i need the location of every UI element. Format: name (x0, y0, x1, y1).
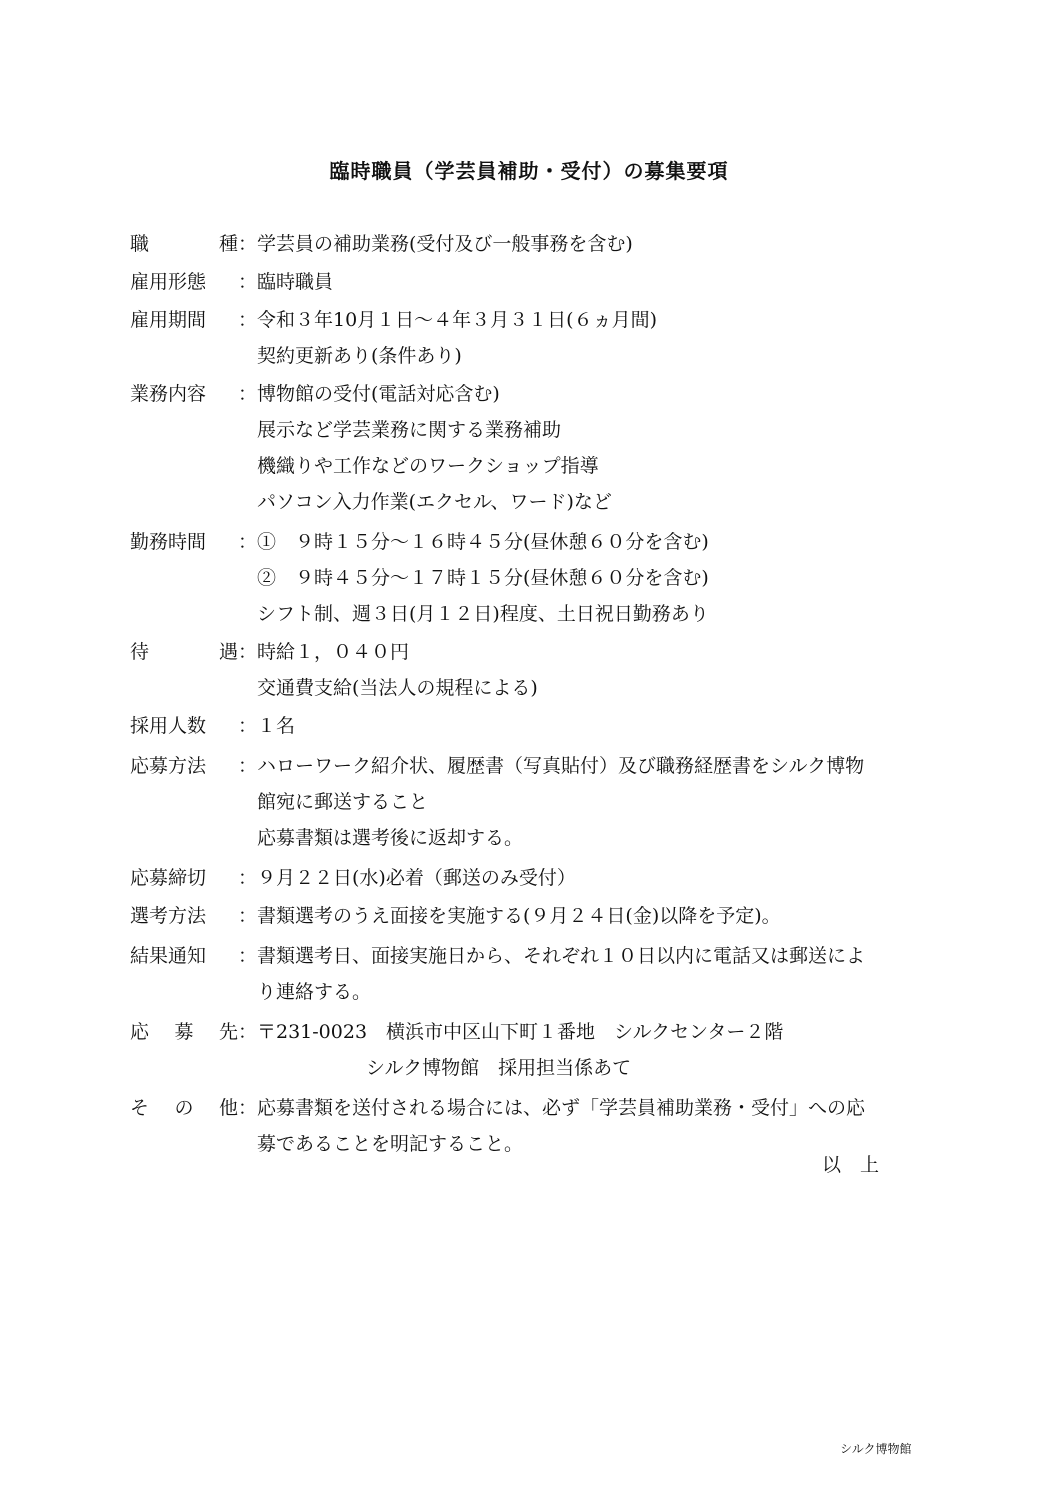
requirement-label (130, 748, 238, 856)
requirement-label-part: 応 (130, 1021, 150, 1043)
requirement-line: 機織りや工作などのワークショップ指導 (257, 455, 599, 477)
requirement-label-part: 先 (218, 1021, 238, 1043)
requirement-value (238, 748, 930, 856)
requirement-label-part: 遇 (218, 641, 238, 663)
requirement-label-part: 種 (218, 233, 238, 255)
requirement-label (130, 708, 238, 744)
requirement-label (130, 938, 238, 1010)
requirement-label-part: 業務内容 (130, 383, 207, 405)
requirement-label-part: の (174, 1097, 194, 1119)
requirement-row (130, 264, 930, 300)
requirement-line: ：書類選考日、面接実施日から、それぞれ１０日以内に電話又は郵送によ (238, 945, 866, 967)
requirement-label (130, 302, 238, 374)
requirement-line: ：〒231-0023 横浜市中区山下町１番地 シルクセンター２階 (238, 1021, 784, 1043)
requirement-label (130, 634, 238, 706)
requirement-label-part: 応募締切 (130, 867, 207, 889)
requirement-label-part: 結果通知 (130, 945, 207, 967)
requirement-value (238, 860, 930, 896)
requirement-label (130, 264, 238, 300)
requirement-line: ：９月２２日(水)必着（郵送のみ受付） (238, 867, 576, 889)
requirement-row (130, 524, 930, 632)
requirement-line: パソコン入力作業(エクセル、ワード)など (257, 491, 612, 513)
requirement-line: り連絡する。 (257, 981, 372, 1003)
requirement-line: ：臨時職員 (238, 271, 334, 293)
closing-mark: 以 上 (822, 1154, 880, 1176)
requirement-value (238, 898, 930, 934)
requirement-line: シルク博物館 採用担当係あて (366, 1057, 632, 1079)
requirement-line: ：令和３年10月１日～４年３月３１日(６ヵ月間) (238, 309, 658, 331)
requirement-line: ：博物館の受付(電話対応含む) (238, 383, 500, 405)
document-title: 臨時職員（学芸員補助・受付）の募集要項 (329, 159, 729, 183)
requirement-row (130, 1090, 930, 1162)
requirement-row (130, 376, 930, 520)
requirements-list (130, 226, 930, 1162)
requirement-label (130, 898, 238, 934)
requirement-label (130, 1090, 238, 1162)
requirement-value (238, 226, 930, 262)
requirement-row (130, 226, 930, 262)
requirement-row (130, 898, 930, 934)
requirement-line: シフト制、週３日(月１２日)程度、土日祝日勤務あり (257, 603, 709, 625)
requirement-line: ：書類選考のうえ面接を実施する(９月２４日(金)以降を予定)。 (238, 905, 781, 927)
requirement-line: 応募書類は選考後に返却する。 (257, 827, 524, 849)
requirement-label-part: 待 (130, 641, 150, 663)
requirement-line: ：時給１，０４０円 (238, 641, 410, 663)
requirement-row (130, 860, 930, 896)
requirement-line: 募であることを明記すること。 (257, 1133, 524, 1155)
requirement-label (130, 376, 238, 520)
requirement-label-part: 職 (130, 233, 150, 255)
requirement-label (130, 1014, 238, 1086)
requirement-row (130, 748, 930, 856)
requirement-row (130, 1014, 930, 1086)
requirement-value (238, 938, 930, 1010)
requirement-line: ：１名 (238, 715, 296, 737)
requirement-label-part: 採用人数 (130, 715, 207, 737)
requirement-line: 交通費支給(当法人の規程による) (257, 677, 538, 699)
requirement-row (130, 302, 930, 374)
requirement-value (238, 302, 930, 374)
requirement-line: ：学芸員の補助業務(受付及び一般事務を含む) (238, 233, 633, 255)
requirement-row (130, 938, 930, 1010)
requirement-row (130, 634, 930, 706)
requirement-line: ② ９時４５分～１７時１５分(昼休憩６０分を含む) (257, 567, 709, 589)
requirement-label-part: 勤務時間 (130, 531, 207, 553)
requirement-value (238, 634, 930, 706)
requirement-label-part: 募 (174, 1021, 194, 1043)
requirement-label-part: そ (130, 1097, 150, 1119)
requirement-value (238, 376, 930, 520)
requirement-value (238, 524, 930, 632)
requirement-row (130, 708, 930, 744)
requirement-line: ：ハローワーク紹介状、履歴書（写真貼付）及び職務経歴書をシルク博物 (238, 755, 865, 777)
requirement-label-part: 雇用形態 (130, 271, 207, 293)
requirement-label (130, 860, 238, 896)
requirement-label-part: 応募方法 (130, 755, 207, 777)
requirement-line: 展示など学芸業務に関する業務補助 (257, 419, 562, 441)
requirement-value (238, 708, 930, 744)
requirement-label (130, 226, 238, 262)
requirement-label-part: 雇用期間 (130, 309, 207, 331)
requirement-label-part: 他 (218, 1097, 238, 1119)
requirement-label (130, 524, 238, 632)
requirement-line: 館宛に郵送すること (257, 791, 429, 813)
requirement-line: ：応募書類を送付される場合には、必ず「学芸員補助業務・受付」への応 (238, 1097, 866, 1119)
requirement-value (238, 264, 930, 300)
requirement-label-part: 選考方法 (130, 905, 207, 927)
footer-organization: シルク博物館 (840, 1442, 912, 1456)
requirement-line: ：① ９時１５分～１６時４５分(昼休憩６０分を含む) (238, 531, 709, 553)
requirement-value (238, 1014, 930, 1086)
requirement-line: 契約更新あり(条件あり) (257, 345, 462, 367)
